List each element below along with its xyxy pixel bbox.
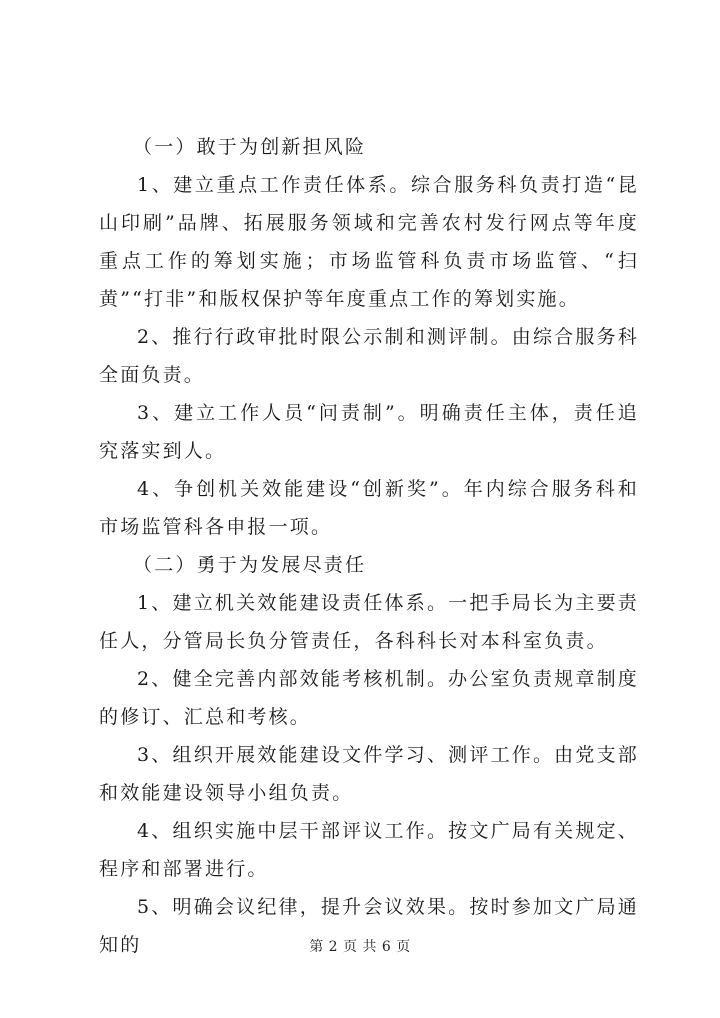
paragraph-1-1: 1、建立重点工作责任体系。综合服务科负责打造“昆山印刷”品牌、拓展服务领域和完善农村发行网点等年度重点工作的筹划实施；市场监管科负责市场监管、“扫黄”“打非”和版权保护等年度重点工作的筹划实施。 [99,174,639,310]
paragraph-1-2: 2、推行行政审批时限公示制和测评制。由综合服务科全面负责。 [99,326,639,386]
section-heading-1: （一）敢于为创新担风险 [133,136,367,158]
page-number-footer: 第 2 页 共 6 页 [309,939,411,955]
paragraph-2-2: 2、健全完善内部效能考核机制。办公室负责规章制度的修订、汇总和考核。 [99,668,639,728]
section-heading-2: （二）勇于为发展尽责任 [133,554,367,576]
paragraph-2-4: 4、组织实施中层干部评议工作。按文广局有关规定、程序和部署进行。 [99,820,639,880]
document-body [99,128,639,964]
paragraph-2-1: 1、建立机关效能建设责任体系。一把手局长为主要责任人，分管局长负分管责任，各科科长对本科室负责。 [99,592,639,652]
paragraph-1-3: 3、建立工作人员“问责制”。明确责任主体，责任追究落实到人。 [99,402,639,462]
paragraph-2-5: 5、明确会议纪律，提升会议效果。按时参加文广局通知的 [99,896,639,956]
paragraph-1-4: 4、争创机关效能建设“创新奖”。年内综合服务科和市场监管科各申报一项。 [99,478,639,538]
paragraph-2-3: 3、组织开展效能建设文件学习、测评工作。由党支部和效能建设领导小组负责。 [99,744,639,804]
